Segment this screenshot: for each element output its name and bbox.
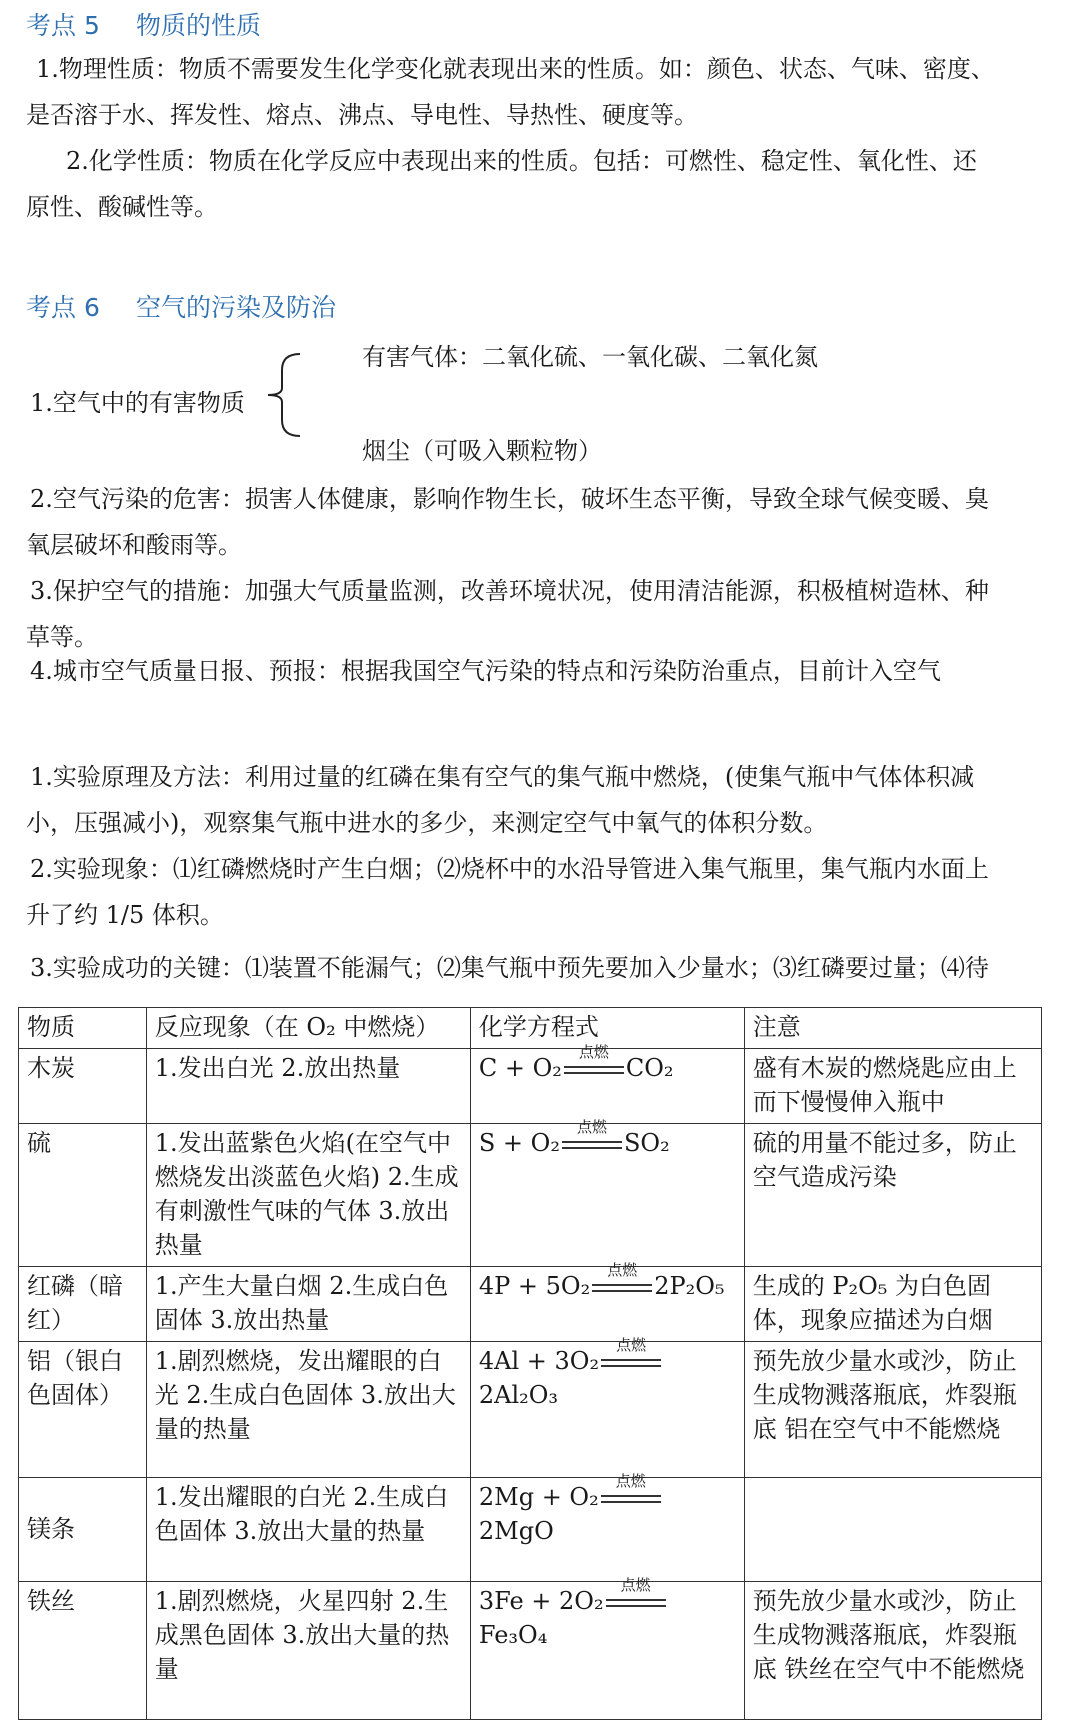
note-cell: 盛有木炭的燃烧匙应由上而下慢慢伸入瓶中 <box>744 1049 1041 1124</box>
equation-cell <box>470 1472 744 1582</box>
condition-label: 点燃 <box>578 1043 609 1061</box>
table-row <box>19 1124 1042 1267</box>
equation-right: CO₂ <box>625 1054 674 1082</box>
substance-cell: 硫 <box>19 1124 147 1267</box>
substance-cell: 镁条 <box>19 1478 147 1582</box>
section-number: 考点 5 <box>26 11 100 40</box>
paragraph: 草等。 <box>26 623 98 651</box>
harmful-substances-label: 1.空气中的有害物质 <box>30 389 245 417</box>
condition-label: 点燃 <box>620 1576 651 1594</box>
note-cell: 预先放少量水或沙，防止生成物溅落瓶底，炸裂瓶底 铝在空气中不能燃烧 <box>744 1342 1041 1478</box>
equals-sign <box>606 1599 666 1607</box>
paragraph: 2.实验现象：⑴红磷燃烧时产生白烟；⑵烧杯中的水沿导管进入集气瓶里，集气瓶内水面上 <box>30 855 989 883</box>
equation-right: 2Al₂O₃ <box>478 1381 559 1409</box>
equation-right: Fe₃O₄ <box>478 1621 548 1649</box>
paragraph: 2.空气污染的危害：损害人体健康，影响作物生长，破坏生态平衡，导致全球气候变暖、臭 <box>30 485 989 513</box>
phenomenon-cell: 1.发出耀眼的白光 2.生成白色固体 3.放出大量的热量 <box>146 1478 470 1582</box>
equation-cell <box>470 1118 744 1267</box>
paragraph: 小，压强减小)，观察集气瓶中进水的多少，来测定空气中氧气的体积分数。 <box>26 809 828 837</box>
phenomenon-cell: 1.剧烈燃烧，火星四射 2.生成黑色固体 3.放出大量的热量 <box>146 1582 470 1720</box>
equation-right: SO₂ <box>623 1129 670 1157</box>
paragraph: 是否溶于水、挥发性、熔点、沸点、导电性、导热性、硬度等。 <box>26 101 698 129</box>
equation-left: 4Al + 3O₂ <box>478 1347 600 1375</box>
equation-cell <box>470 1576 744 1720</box>
substance-cell: 铁丝 <box>19 1582 147 1720</box>
table-row <box>19 1342 1042 1478</box>
table-row <box>19 1049 1042 1124</box>
substance-cell: 木炭 <box>19 1049 147 1124</box>
header-cell: 反应现象（在 O₂ 中燃烧） <box>146 1008 470 1049</box>
harmful-gas: 有害气体：二氧化硫、一氧化碳、二氧化氮 <box>362 343 818 371</box>
phenomenon-cell: 1.发出蓝紫色火焰(在空气中燃烧发出淡蓝色火焰) 2.生成有刺激性气味的气体 3.放出热量 <box>146 1124 470 1267</box>
equation-left: C + O₂ <box>478 1054 562 1082</box>
equation-cell <box>470 1336 744 1478</box>
phenomenon-cell: 1.剧烈燃烧，发出耀眼的白光 2.生成白色固体 3.放出大量的热量 <box>146 1342 470 1478</box>
note-cell: 预先放少量水或沙，防止生成物溅落瓶底，炸裂瓶底 铁丝在空气中不能燃烧 <box>744 1582 1041 1720</box>
equation-left: 4P + 5O₂ <box>478 1272 591 1300</box>
table-row <box>19 1582 1042 1720</box>
paragraph: 3.保护空气的措施：加强大气质量监测，改善环境状况，使用清洁能源，积极植树造林、种 <box>30 577 989 605</box>
phenomenon-cell: 1.发出白光 2.放出热量 <box>146 1049 470 1124</box>
equation-right: 2P₂O₅ <box>654 1272 725 1300</box>
note-cell <box>744 1478 1041 1582</box>
substance-cell: 红磷（暗红） <box>19 1267 147 1342</box>
substance-cell: 铝（银白色固体） <box>19 1342 147 1478</box>
equation-left: S + O₂ <box>478 1129 560 1157</box>
paragraph: 2.化学性质：物质在化学反应中表现出来的性质。包括：可燃性、稳定性、氧化性、还 <box>66 147 977 175</box>
equals-sign <box>601 1359 661 1367</box>
section-title: 物质的性质 <box>136 11 262 40</box>
header-cell: 物质 <box>19 1008 147 1049</box>
phenomenon-cell: 1.产生大量白烟 2.生成白色固体 3.放出热量 <box>146 1267 470 1342</box>
paragraph: 1.物理性质：物质不需要发生化学变化就表现出来的性质。如：颜色、状态、气味、密度、 <box>36 55 995 83</box>
section-5-heading <box>26 6 261 42</box>
section-6-heading <box>26 288 336 324</box>
condition-label: 点燃 <box>607 1261 638 1279</box>
equals-sign <box>564 1066 624 1074</box>
condition-label: 点燃 <box>616 1336 647 1354</box>
paragraph: 氧层破坏和酸雨等。 <box>26 531 242 559</box>
paragraph: 3.实验成功的关键：⑴装置不能漏气；⑵集气瓶中预先要加入少量水；⑶红磷要过量；⑷待 <box>30 954 989 982</box>
equals-sign <box>562 1141 622 1149</box>
condition-label: 点燃 <box>576 1118 607 1136</box>
note-cell: 生成的 P₂O₅ 为白色固体，现象应描述为白烟 <box>744 1267 1041 1342</box>
condition-label: 点燃 <box>615 1472 646 1490</box>
table-header-row <box>19 1008 1042 1049</box>
header-cell: 注意 <box>744 1008 1041 1049</box>
curly-brace-icon <box>262 350 302 440</box>
equation-cell <box>470 1043 744 1124</box>
paragraph: 升了约 1/5 体积。 <box>26 901 224 929</box>
combustion-table <box>18 1007 1042 1720</box>
equals-sign <box>592 1284 652 1292</box>
equation-left: 3Fe + 2O₂ <box>478 1587 604 1615</box>
table-row <box>19 1267 1042 1342</box>
paragraph: 4.城市空气质量日报、预报：根据我国空气污染的特点和污染防治重点，目前计入空气 <box>30 657 941 685</box>
header-cell: 化学方程式 <box>470 1008 744 1049</box>
table-row <box>19 1478 1042 1582</box>
paragraph: 原性、酸碱性等。 <box>26 193 218 221</box>
equation-cell <box>470 1261 744 1342</box>
note-cell: 硫的用量不能过多，防止空气造成污染 <box>744 1124 1041 1267</box>
equation-left: 2Mg + O₂ <box>478 1483 599 1511</box>
section-title: 空气的污染及防治 <box>136 293 337 322</box>
paragraph: 1.实验原理及方法：利用过量的红磷在集有空气的集气瓶中燃烧，(使集气瓶中气体体积减 <box>30 763 975 791</box>
equals-sign <box>601 1495 661 1503</box>
dust: 烟尘（可吸入颗粒物） <box>362 437 602 465</box>
section-number: 考点 6 <box>26 293 100 322</box>
equation-right: 2MgO <box>478 1517 554 1545</box>
